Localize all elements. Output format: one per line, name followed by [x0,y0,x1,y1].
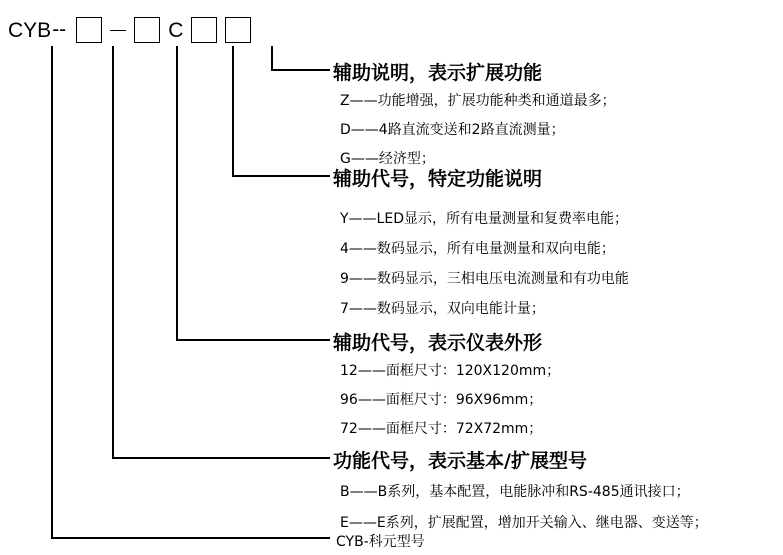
group-3-detail-1: 12——面框尺寸：120X120mm； [340,363,561,379]
code-dashes: -- [52,18,67,41]
group-2-detail-1: Y——LED显示，所有电量测量和复费率电能； [340,211,628,227]
group-1-detail-2: D——4路直流变送和2路直流测量； [340,122,565,138]
group-4-detail-2: E——E系列，扩展配置，增加开关输入、继电器、变送等； [340,515,708,531]
group-4-heading: 功能代号，表示基本/扩展型号 [333,450,587,472]
code-letter-c: C [168,18,184,42]
group-2-detail-3: 9——数码显示，三相电压电流测量和有功电能 [340,271,629,287]
group-3-detail-2: 96——面框尺寸：96X96mm； [340,392,543,408]
group-4-detail-1: B——B系列，基本配置，电能脉冲和RS-485通讯接口； [340,484,690,500]
group-1-detail-3: G——经济型； [340,151,435,167]
group-2-heading: 辅助代号，特定功能说明 [333,168,543,190]
group-2-detail-4: 7——数码显示，双向电能计量； [340,301,545,317]
group-3-detail-3: 72——面框尺寸：72X72mm； [340,421,543,437]
bottom-model-label: CYB-科元型号 [336,534,425,550]
code-prefix: CYB [8,18,52,42]
group-1-detail-1: Z——功能增强，扩展功能种类和通道最多； [340,93,616,109]
group-2-detail-2: 4——数码显示，所有电量测量和双向电能； [340,241,615,257]
group-3-heading: 辅助代号，表示仪表外形 [333,332,543,354]
group-1-heading: 辅助说明，表示扩展功能 [333,62,543,84]
